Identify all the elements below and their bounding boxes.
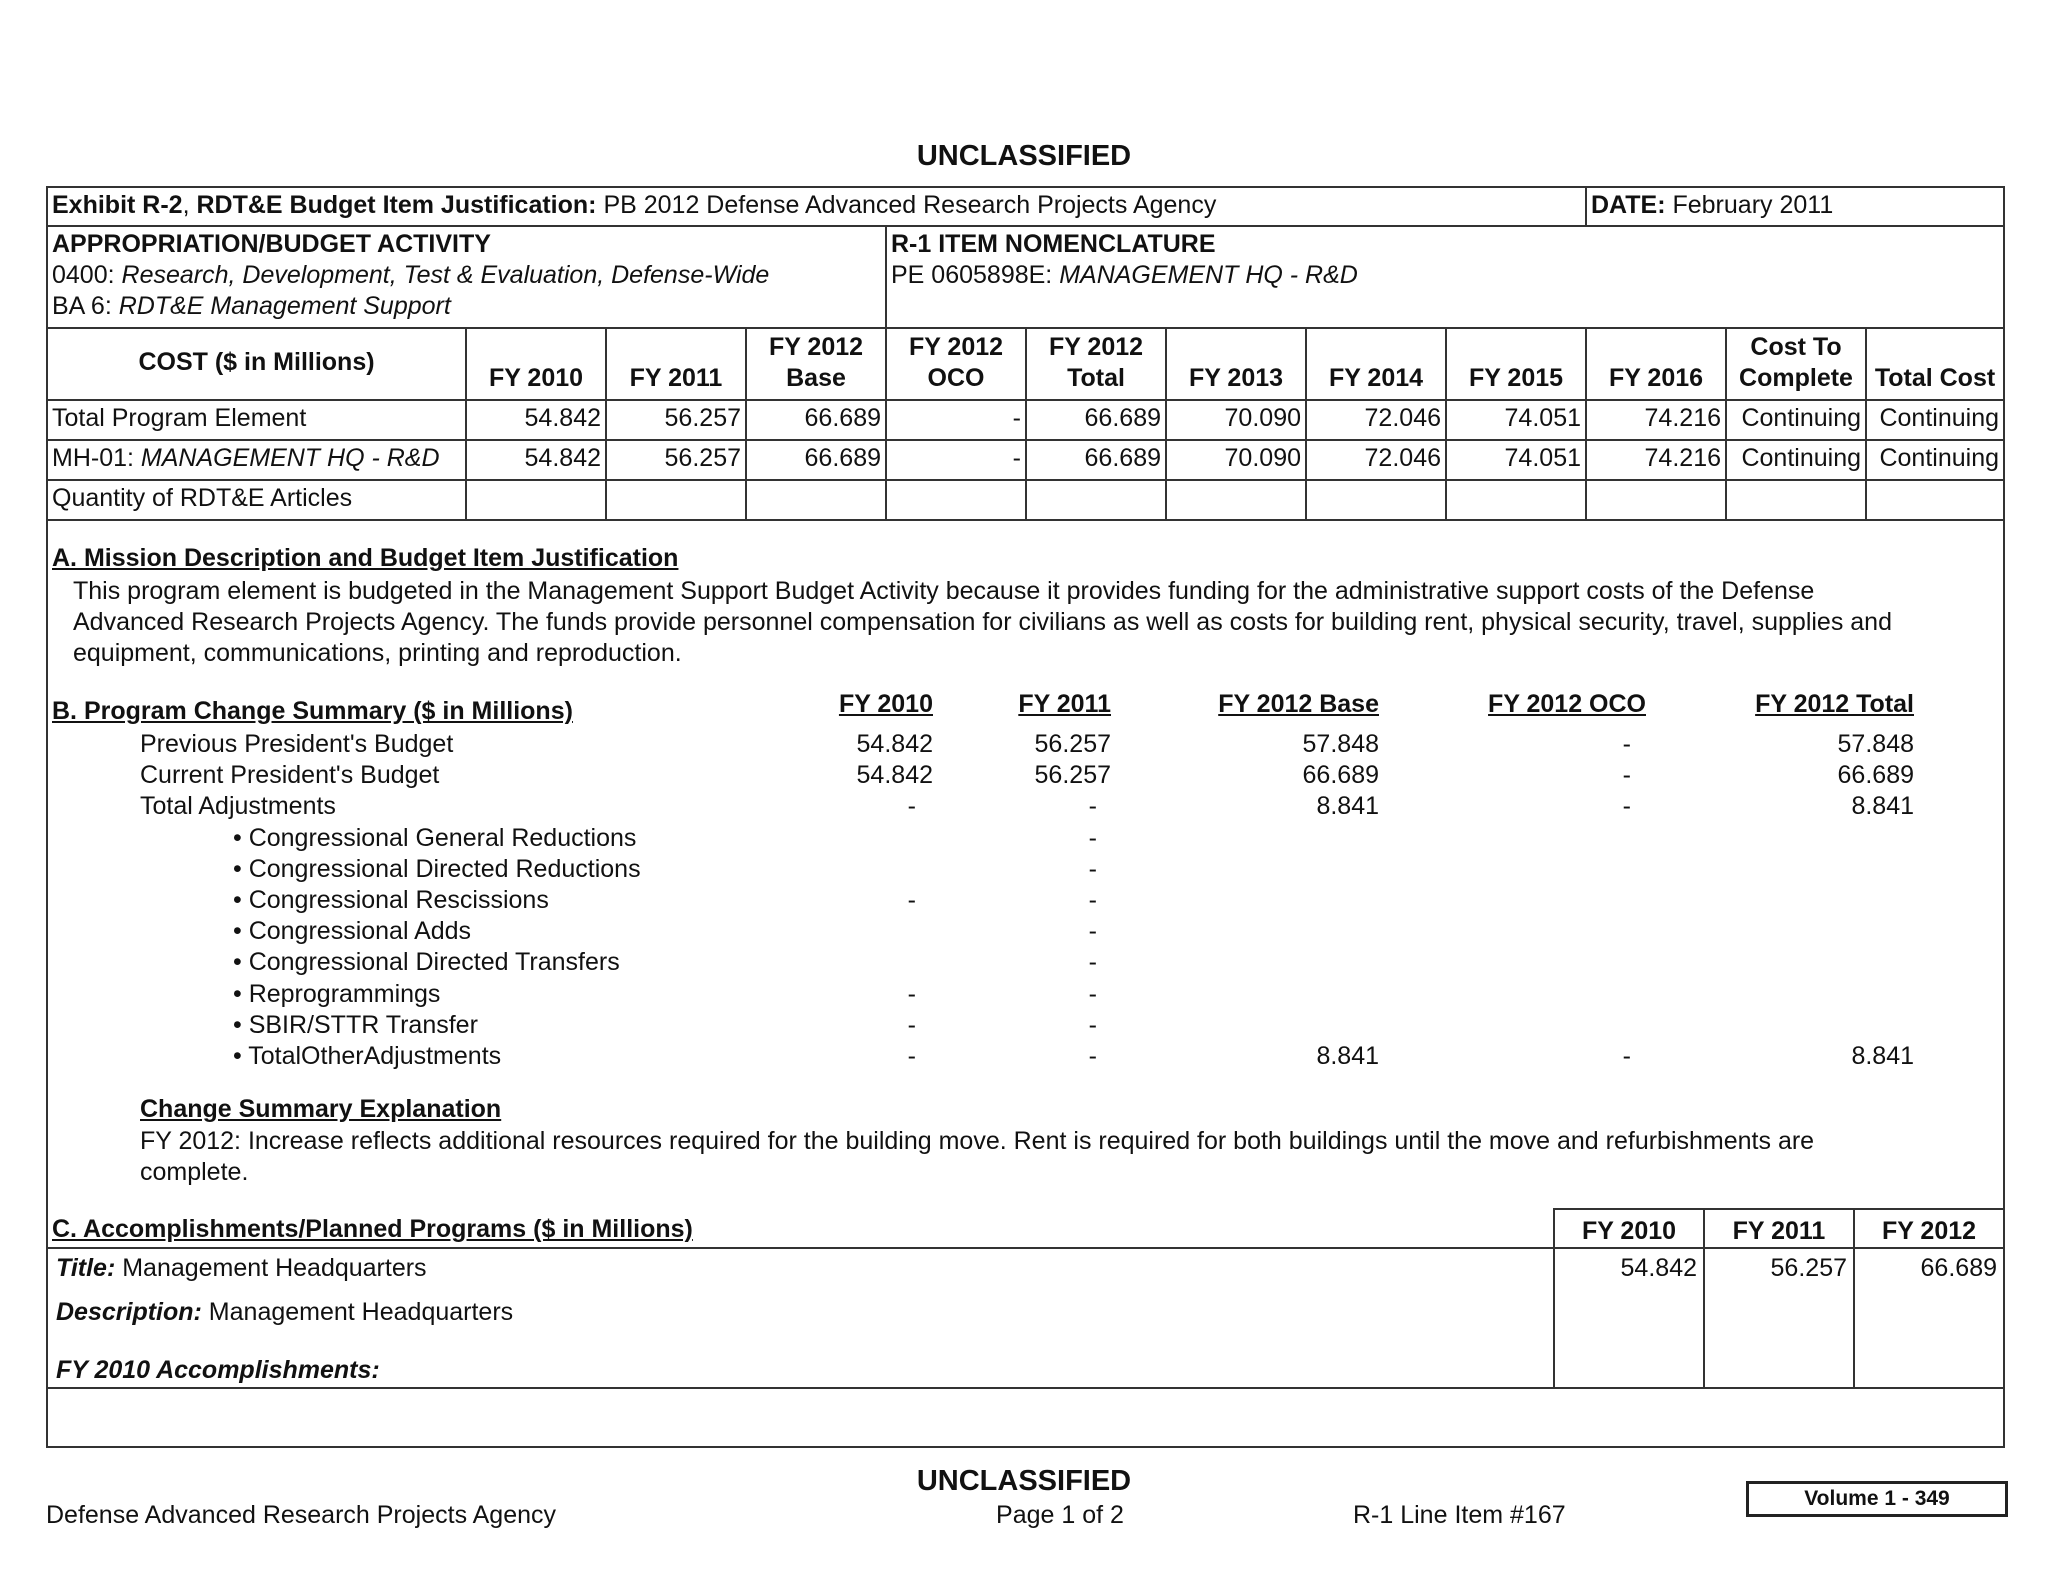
cost-cell: 70.090 [1224,444,1301,472]
cost-col-header [1307,332,1445,394]
cost-col-header-line1 [1307,332,1445,363]
justification-label: RDT&E Budget Item Justification: [196,191,597,219]
divider [1553,1208,2004,1210]
cost-cell: 74.216 [1644,444,1721,472]
section-c-value: 66.689 [1920,1254,1997,1282]
change-explanation-line: FY 2012: Increase reflects additional resources required for the building move. Rent is required for both buildings until the move and refurbishments are [140,1127,1815,1155]
cost-col-header-line2: Total Cost [1874,364,1996,392]
separator: , [182,191,197,219]
change-cell: - [907,1011,916,1039]
appropriation-code: 0400: [52,261,122,289]
section-a-line: This program element is budgeted in the Management Support Budget Activity because it provides funding for the administrative support costs of the Defense [73,577,1815,605]
cost-col-header-line2: FY 2013 [1188,364,1284,392]
change-cell: 54.842 [856,730,933,758]
appropriation-name: Research, Development, Test & Evaluation, Defense-Wide [121,261,770,289]
change-cell: 66.689 [1837,761,1914,789]
r1-name: MANAGEMENT HQ - R&D [1059,261,1358,289]
change-cell: - [907,1042,916,1070]
cost-cell: 54.842 [524,404,601,432]
cost-cell: 72.046 [1364,444,1441,472]
cost-cell: 74.051 [1504,444,1581,472]
cost-col-header-line1: FY 2012 [768,333,864,361]
accomplishments-label: FY 2010 Accomplishments: [56,1356,380,1384]
change-cell: 57.848 [1302,730,1379,758]
cost-cell: 66.689 [804,404,881,432]
change-row-label: • Reprogrammings [233,980,441,1008]
change-cell: 57.848 [1837,730,1914,758]
section-c-value: 56.257 [1770,1254,1847,1282]
change-row-label: Previous President's Budget [140,730,454,758]
change-cell: 66.689 [1302,761,1379,789]
cost-cell: 54.842 [524,444,601,472]
change-row-label: • Congressional Rescissions [233,886,549,914]
cost-col-header-line2: FY 2015 [1468,364,1564,392]
change-col-header: FY 2012 Total [1755,690,1914,718]
change-cell: - [1622,792,1631,820]
footer-classification: UNCLASSIFIED [916,1465,1132,1497]
r1-line [891,261,1358,290]
section-c-heading: C. Accomplishments/Planned Programs ($ in Millions) [52,1215,693,1243]
section-c-col-header: FY 2011 [1732,1217,1826,1245]
change-explanation-heading: Change Summary Explanation [140,1095,502,1123]
cost-col-header [1727,332,1865,394]
cost-col-header-line2: FY 2016 [1608,364,1704,392]
divider [885,225,887,329]
change-cell: - [1088,855,1097,883]
change-col-header: FY 2011 [1018,690,1111,718]
change-cell: 56.257 [1034,730,1111,758]
change-row-label: • Congressional Directed Transfers [233,948,620,976]
change-row-label: • Congressional Adds [233,917,472,945]
change-col-header: FY 2012 Base [1218,690,1379,718]
cost-col-header-line1: Cost To [1750,333,1842,361]
section-a-line: Advanced Research Projects Agency. The funds provide personnel compensation for civilians as well as costs for building rent, physical security, travel, supplies and [73,608,1892,636]
r1-code: PE 0605898E: [891,261,1060,289]
section-c-value: 54.842 [1620,1254,1697,1282]
cost-cell: - [1012,444,1021,472]
divider [46,225,2004,227]
change-row-label: • SBIR/STTR Transfer [233,1011,478,1039]
cost-col-header-line2: OCO [927,364,985,392]
frame-top [46,186,2004,188]
justification-value: PB 2012 Defense Advanced Research Projects Agency [596,191,1217,219]
cost-col-header-line1 [1587,332,1725,363]
cost-row-label [52,484,352,513]
change-row-label: • Congressional General Reductions [233,824,637,852]
change-row-label: • Congressional Directed Reductions [233,855,641,883]
change-cell: - [1088,1042,1097,1070]
change-cell: - [1088,980,1097,1008]
change-cell: - [907,792,916,820]
cost-cell: Continuing [1741,404,1861,432]
cost-cell: Continuing [1879,404,1999,432]
cost-cell: 66.689 [1084,444,1161,472]
section-c-col-header: FY 2010 [1581,1217,1677,1245]
change-cell: - [1088,948,1097,976]
change-cell: - [1088,917,1097,945]
cost-col-header [1447,332,1585,394]
cost-cell: Continuing [1741,444,1861,472]
change-cell: - [1088,824,1097,852]
footer-agency: Defense Advanced Research Projects Agency [46,1501,557,1529]
change-col-header: FY 2012 OCO [1488,690,1646,718]
program-title [56,1254,427,1283]
budget-activity-name: RDT&E Management Support [118,292,451,320]
title-label: Title: [56,1254,116,1282]
cost-col-header [1027,332,1165,394]
cost-cell: 56.257 [664,444,741,472]
cost-col-header-line2: FY 2014 [1328,364,1424,392]
cost-col-header-line1 [1867,332,2003,363]
cost-col-header [1587,332,1725,394]
cost-col-header-line1 [607,332,745,363]
section-c-col-header: FY 2012 [1881,1217,1977,1245]
cost-col-header [467,332,605,394]
budget-activity-line [52,292,451,321]
cost-col-header-line2: FY 2010 [488,364,584,392]
change-cell: - [1088,1011,1097,1039]
cost-cell: 66.689 [1084,404,1161,432]
budget-activity-code: BA 6: [52,292,119,320]
change-cell: - [1088,792,1097,820]
change-cell: - [1622,730,1631,758]
cost-cell: 74.216 [1644,404,1721,432]
cost-row-label-text: Quantity of RDT&E Articles [52,484,353,512]
cost-col-header [887,332,1025,394]
divider [46,1247,2004,1249]
cost-row-label-text: MH-01: [52,444,141,472]
footer-volume-box: Volume 1 - 349 [1746,1481,2008,1517]
top-classification: UNCLASSIFIED [916,140,1132,172]
cost-cell: - [1012,404,1021,432]
cost-col-header [1867,332,2003,394]
cost-cell: Continuing [1879,444,1999,472]
cost-col-header [1167,332,1305,394]
section-a-line: equipment, communications, printing and reproduction. [73,639,682,667]
section-a-heading: A. Mission Description and Budget Item Justification [52,544,679,572]
cost-cell: 56.257 [664,404,741,432]
appropriation-title: APPROPRIATION/BUDGET ACTIVITY [52,230,491,258]
cost-col-header-line2: Base [786,364,846,392]
appropriation-line [52,261,769,290]
cost-cell: 66.689 [804,444,881,472]
divider [1585,186,1587,226]
change-col-header: FY 2010 [838,690,933,718]
cost-col-header-line2: FY 2011 [629,364,723,392]
change-cell: 8.841 [1316,792,1379,820]
cost-cell: 72.046 [1364,404,1441,432]
change-cell: 8.841 [1851,792,1914,820]
date-value: February 2011 [1665,191,1834,219]
frame-right [2003,186,2005,1448]
r1-title: R-1 ITEM NOMENCLATURE [891,230,1216,258]
footer-line-item: R-1 Line Item #167 [1353,1501,1566,1529]
cost-table-title: COST ($ in Millions) [138,348,375,376]
divider [46,1387,2004,1389]
cost-col-header-line2: Complete [1739,364,1853,392]
change-row-label: Current President's Budget [140,761,440,789]
program-description [56,1298,513,1327]
change-row-label: Total Adjustments [140,792,336,820]
change-cell: 56.257 [1034,761,1111,789]
cost-row-label-text: Total Program Element [52,404,307,432]
section-b-heading: B. Program Change Summary ($ in Millions) [52,697,573,725]
cost-row-label [52,444,440,473]
title-value: Management Headquarters [115,1254,427,1282]
date-label: DATE: [1591,191,1666,219]
cost-col-header-line1: FY 2012 [1048,333,1144,361]
cost-col-header-line2: Total [1067,364,1125,392]
cost-cell: 74.051 [1504,404,1581,432]
change-explanation-line: complete. [140,1158,249,1186]
change-row-label: • TotalOtherAdjustments [233,1042,502,1070]
change-cell: 8.841 [1316,1042,1379,1070]
change-cell: 54.842 [856,761,933,789]
exhibit-label: Exhibit R-2 [52,191,183,219]
cost-col-header-line1: FY 2012 [908,333,1004,361]
date-field [1591,191,1833,220]
cost-col-header [747,332,885,394]
change-cell: 8.841 [1851,1042,1914,1070]
exhibit-title [52,191,1216,220]
description-value: Management Headquarters [201,1298,514,1326]
cost-row-label-name: MANAGEMENT HQ - R&D [140,444,440,472]
cost-col-header [607,332,745,394]
cost-row-label [52,404,306,433]
change-cell: - [1622,1042,1631,1070]
cost-col-header-line1 [1447,332,1585,363]
change-cell: - [907,980,916,1008]
frame-bottom [46,1446,2005,1448]
footer-page: Page 1 of 2 [996,1501,1124,1529]
change-cell: - [1622,761,1631,789]
cost-col-header-line1 [1167,332,1305,363]
change-cell: - [907,886,916,914]
change-cell: - [1088,886,1097,914]
description-label: Description: [56,1298,202,1326]
cost-cell: 70.090 [1224,404,1301,432]
cost-col-header-line1 [467,332,605,363]
